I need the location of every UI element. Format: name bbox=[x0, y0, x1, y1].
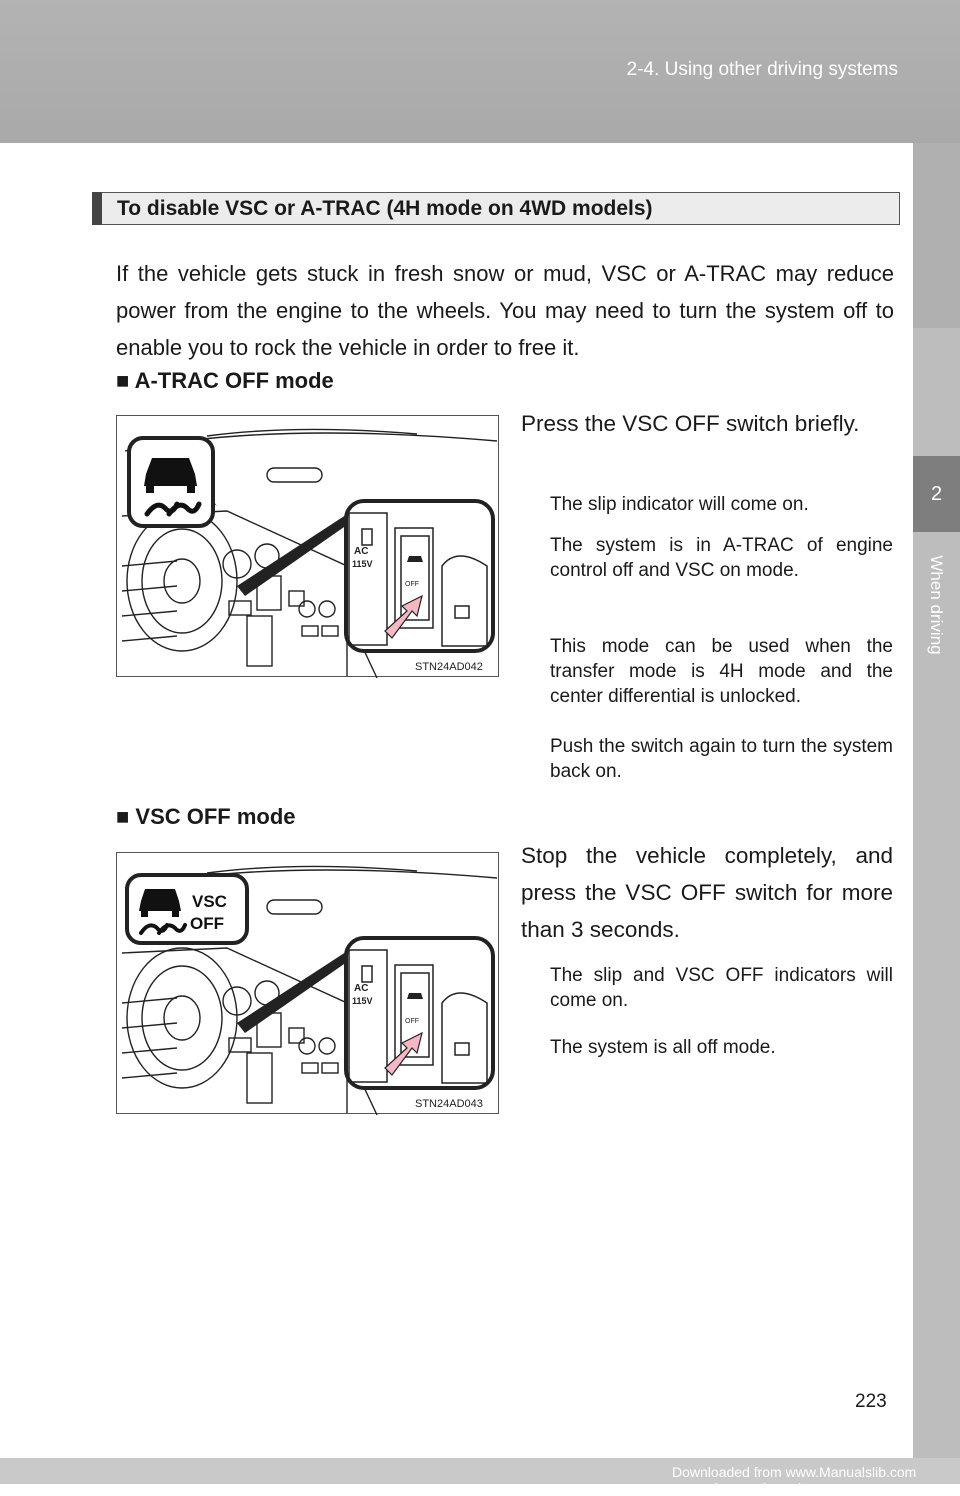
side-tab-top bbox=[913, 143, 960, 328]
intro-paragraph: If the vehicle gets stuck in fresh snow or mud, VSC or A-TRAC may reduce power from the engine to the wheels. You may need to turn the system off to enable you to rock the vehicle in order to free it. bbox=[116, 261, 894, 360]
dashboard-illustration-vsc bbox=[117, 853, 500, 1115]
section-title-bar bbox=[92, 192, 900, 225]
vsc-heading: ■ VSC OFF mode bbox=[116, 804, 296, 829]
vsc-off-switch-icon bbox=[407, 993, 423, 999]
vsc-note-2: The system is all off mode. bbox=[550, 1037, 776, 1058]
atrac-instruction: Press the VSC OFF switch briefly. bbox=[521, 411, 860, 436]
outlet-label-ac: AC bbox=[354, 546, 369, 557]
off-indicator-text: OFF bbox=[190, 914, 224, 933]
vsc-off-switch-icon bbox=[407, 556, 423, 562]
atrac-note-2: The system is in A-TRAC of engine control off and VSC on mode. bbox=[550, 535, 893, 581]
vsc-indicator-text: VSC bbox=[192, 892, 227, 911]
vsc-instruction: Stop the vehicle completely, and press the VSC OFF switch for more than 3 seconds. bbox=[521, 843, 893, 942]
figure-code: STN24AD043 bbox=[415, 1098, 483, 1110]
vsc-figure bbox=[116, 852, 499, 1114]
outlet-label-volts: 115V bbox=[352, 996, 373, 1006]
header-band bbox=[0, 0, 960, 143]
chapter-label: When driving bbox=[927, 555, 946, 655]
chapter-number: 2 bbox=[913, 456, 960, 532]
switch-off-label: OFF bbox=[405, 1018, 419, 1025]
vsc-note-1: The slip and VSC OFF indicators will come on. bbox=[550, 965, 893, 1011]
dashboard-illustration-atrac bbox=[117, 416, 500, 678]
atrac-figure bbox=[116, 415, 499, 677]
section-title: To disable VSC or A-TRAC (4H mode on 4WD models) bbox=[117, 197, 653, 220]
chapter-side-tab bbox=[913, 143, 960, 1484]
atrac-note-1: The slip indicator will come on. bbox=[550, 494, 809, 515]
outlet-label-ac: AC bbox=[354, 983, 369, 994]
outlet-label-volts: 115V bbox=[352, 559, 373, 569]
header-title: 2-4. Using other driving systems bbox=[626, 59, 898, 80]
atrac-note-3: This mode can be used when the transfer mode is 4H mode and the center differential is unlocked. bbox=[550, 636, 893, 707]
atrac-note-4: Push the switch again to turn the system back on. bbox=[550, 736, 893, 782]
page-number: 223 bbox=[855, 1391, 887, 1412]
figure-code: STN24AD042 bbox=[415, 661, 483, 673]
footer-watermark-text: Downloaded from www.Manualslib.com manuals search engine bbox=[672, 1464, 917, 1496]
atrac-heading: ■ A-TRAC OFF mode bbox=[116, 368, 334, 393]
switch-off-label: OFF bbox=[405, 581, 419, 588]
